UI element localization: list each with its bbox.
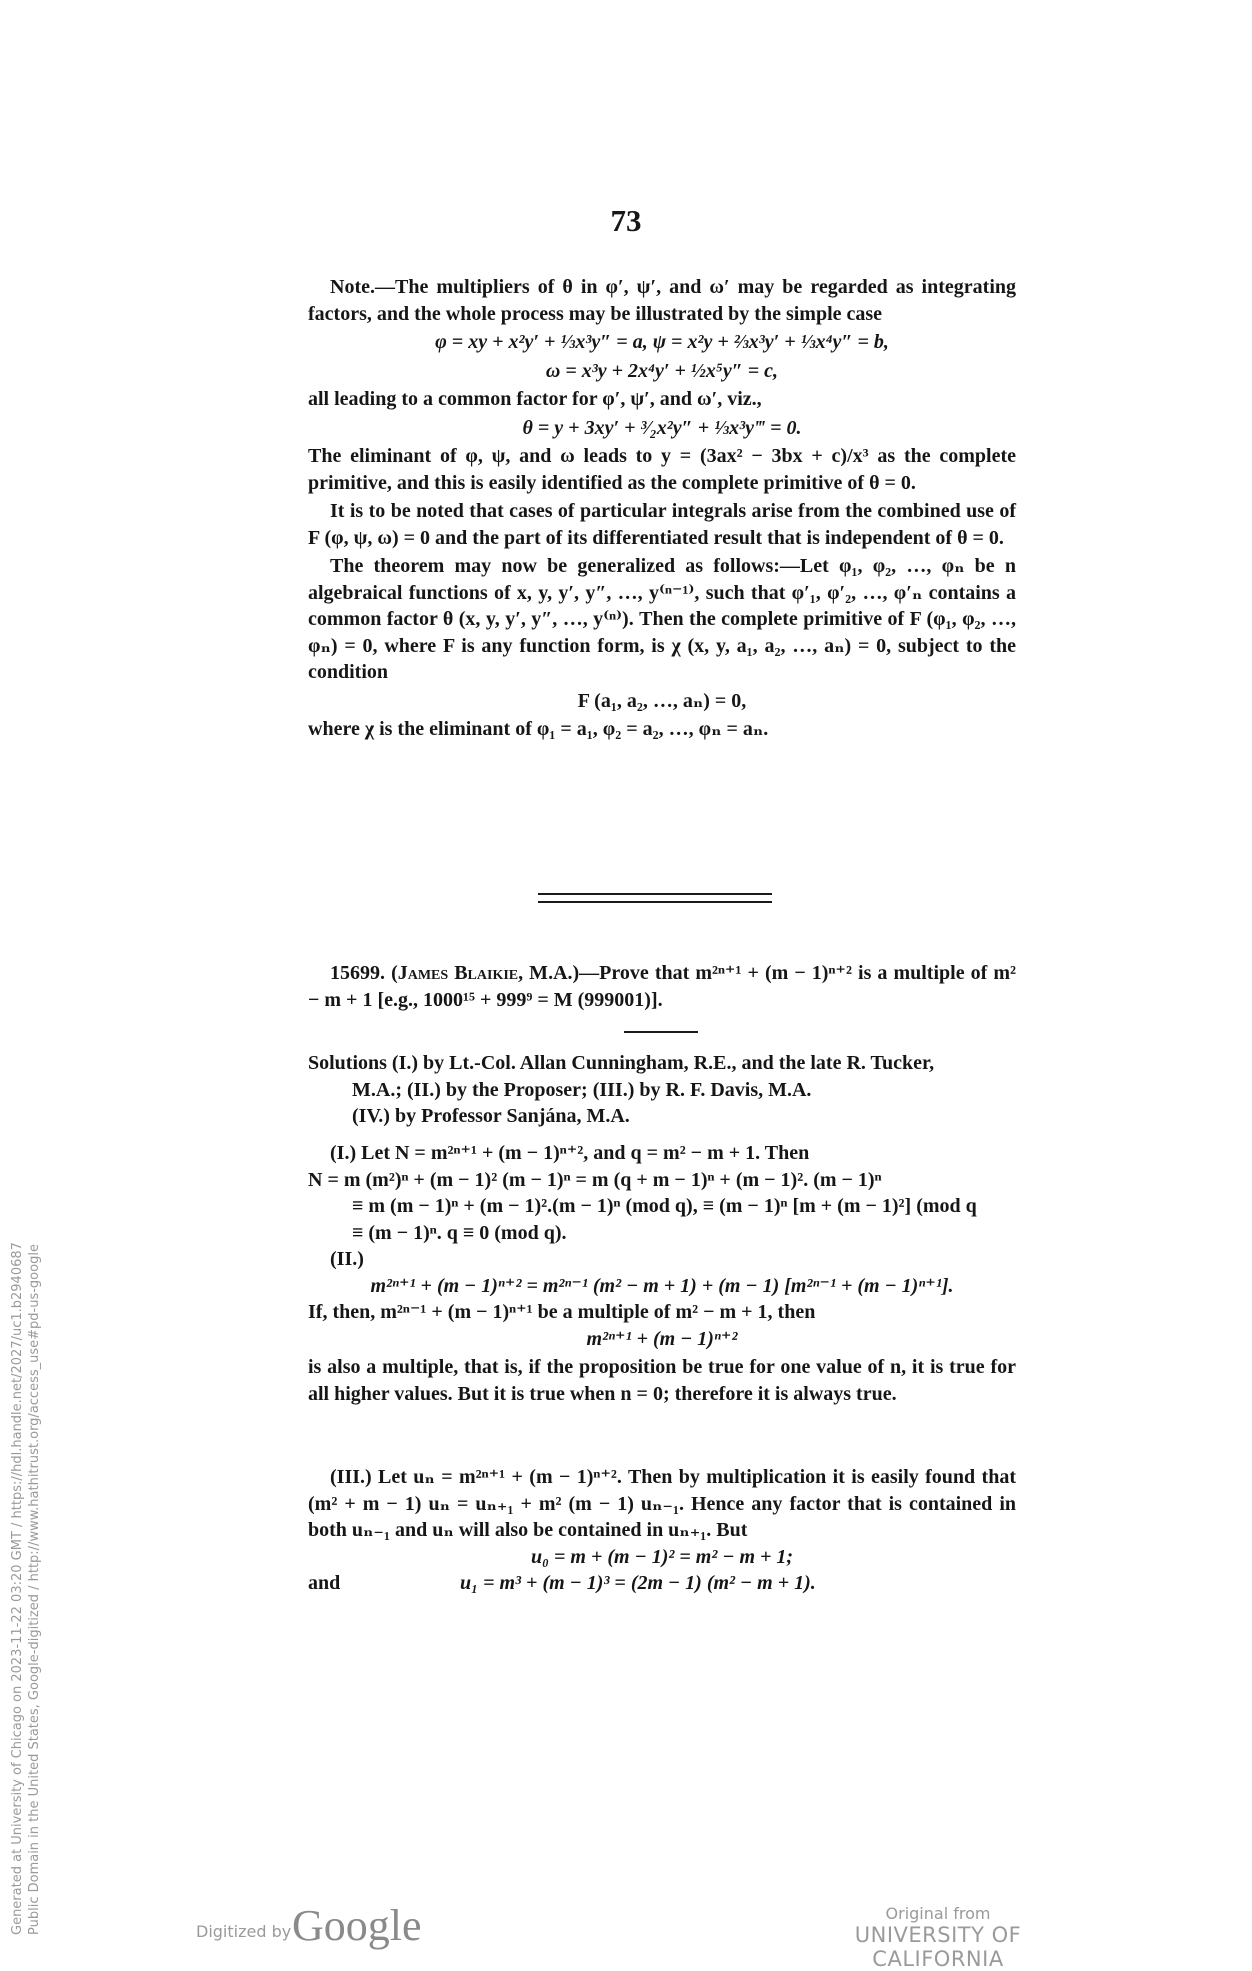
solution-label: (II.) xyxy=(330,1248,364,1270)
solution-line: N = m (m²)ⁿ + (m − 1)² (m − 1)ⁿ = m (q + m − 1)ⁿ + (m − 1)². (m − 1)ⁿ xyxy=(308,1168,882,1191)
solution-line: ≡ (m − 1)ⁿ. q ≡ 0 (mod q). xyxy=(352,1221,567,1244)
note-paragraph: The theorem may now be generalized as follows:—Let φ₁, φ₂, …, φₙ be n algebraical functions of x, y, y′, y″, …, y⁽ⁿ⁻¹⁾, such that φ′₁, φ′₂, …, φ′ₙ contains a common factor θ (x, y, y′, y″, …, y⁽ⁿ⁾). Then the complete primitive of F (φ₁, φ₂, …, φₙ) = 0, where F is any function form, is χ (x, y, a₁, a₂, …, aₙ) = 0, subject to the condition xyxy=(308,555,1016,683)
solutions-credits xyxy=(308,1050,1016,1130)
google-logo: Google xyxy=(292,1901,422,1950)
original-source xyxy=(800,1904,1076,1971)
section-divider xyxy=(538,893,772,903)
solution-paragraph: (III.) Let uₙ = m²ⁿ⁺¹ + (m − 1)ⁿ⁺². Then by multiplication it is easily found that (m² + m − 1) uₙ = uₙ₊₁ + m² (m − 1) uₙ₋₁. Hence any factor that is contained in both uₙ₋₁ and uₙ will also be contained in uₙ₊₁. But xyxy=(308,1466,1016,1541)
original-from-label: Original from xyxy=(885,1904,991,1923)
note-paragraph: It is to be noted that cases of particular integrals arise from the combined use of F (φ, ψ, ω) = 0 and the part of its differentiated result that is independent of θ = 0. xyxy=(308,500,1016,549)
solution-line: ≡ m (m − 1)ⁿ + (m − 1)².(m − 1)ⁿ (mod q), ≡ (m − 1)ⁿ [m + (m − 1)²] (mod q xyxy=(352,1195,977,1217)
institution-name: UNIVERSITY OF CALIFORNIA xyxy=(854,1923,1022,1971)
solution-two xyxy=(308,1246,1016,1407)
solution-paragraph: is also a multiple, that is, if the proposition be true for one value of n, it is true for all higher values. But it is true when n = 0; therefore it is always true. xyxy=(308,1356,1016,1405)
solution-three xyxy=(308,1464,1016,1597)
note-paragraph: Note.—The multipliers of θ in φ′, ψ′, and ω′ may be regarded as integrating factors, and the whole process may be illustrated by the simple case xyxy=(308,276,1016,325)
public-domain-notice: Public Domain in the United States, Google-digitized / http://www.hathitrust.org/access_use#pd-us-google xyxy=(27,1244,42,1935)
credits-line: Solutions (I.) by Lt.-Col. Allan Cunningham, R.E., and the late R. Tucker, xyxy=(308,1052,935,1074)
solution-equation: m²ⁿ⁺¹ + (m − 1)ⁿ⁺² = m²ⁿ⁻¹ (m² − m + 1) + (m − 1) [m²ⁿ⁻¹ + (m − 1)ⁿ⁺¹]. xyxy=(370,1274,954,1297)
problem-number: 15699. xyxy=(330,962,385,984)
problem-paragraph xyxy=(308,960,1016,1013)
and-label: and xyxy=(308,1572,341,1594)
problem-text: —Prove that m²ⁿ⁺¹ + (m − 1)ⁿ⁺² is a multiple of m² − m + 1 [e.g., 1000¹⁵ + 999⁹ = M (999001)]. xyxy=(308,962,1017,1011)
note-paragraph: all leading to a common factor for φ′, ψ′, and ω′, viz., xyxy=(308,388,762,410)
hathitrust-margin xyxy=(0,0,40,1967)
note-paragraph: The eliminant of φ, ψ, and ω leads to y = (3ax² − 3bx + c)/x³ as the complete primitive, and this is easily identified as the complete primitive of θ = 0. xyxy=(308,445,1016,494)
problem-statement xyxy=(308,960,1016,1013)
page-number: 73 xyxy=(610,203,642,238)
solution-line: If, then, m²ⁿ⁻¹ + (m − 1)ⁿ⁺¹ be a multiple of m² − m + 1, then xyxy=(308,1301,816,1323)
note-section xyxy=(308,274,1016,743)
equation-phi-psi: φ = xy + x²y′ + ⅓x³y″ = a, ψ = x²y + ⅔x³y′ + ⅓x⁴y″ = b, xyxy=(435,331,889,353)
credits-line: (IV.) by Professor Sanjána, M.A. xyxy=(352,1105,630,1127)
solution-one xyxy=(308,1140,1016,1246)
credits-line: M.A.; (II.) by the Proposer; (III.) by R. F. Davis, M.A. xyxy=(352,1078,812,1101)
solution-equation: m²ⁿ⁺¹ + (m − 1)ⁿ⁺² xyxy=(586,1327,738,1350)
solution-line: (I.) Let N = m²ⁿ⁺¹ + (m − 1)ⁿ⁺², and q = m² − m + 1. Then xyxy=(330,1142,810,1164)
solution-equation: u₀ = m + (m − 1)² = m² − m + 1; xyxy=(530,1545,794,1568)
digitized-by-label: Digitized by xyxy=(196,1922,292,1941)
equation-theta: θ = y + 3xy′ + ³⁄₂x²y″ + ⅓x³y‴ = 0. xyxy=(522,416,802,439)
problem-proposer: (James Blaikie, M.A.) xyxy=(391,962,580,984)
equation-omega: ω = x³y + 2x⁴y′ + ½x⁵y″ = c, xyxy=(545,359,779,382)
solution-equation: u₁ = m³ + (m − 1)³ = (2m − 1) (m² − m + 1). xyxy=(460,1572,816,1594)
generated-notice: Generated at University of Chicago on 2023-11-22 03:20 GMT / https://hdl.handle.net/2027/uc1.b2940687 xyxy=(10,1242,25,1935)
solution-equation-row xyxy=(308,1570,1016,1597)
solutions-divider xyxy=(624,1031,698,1033)
note-paragraph: where χ is the eliminant of φ₁ = a₁, φ₂ = a₂, …, φₙ = aₙ. xyxy=(308,718,769,740)
equation-condition: F (a₁, a₂, …, aₙ) = 0, xyxy=(577,689,747,712)
